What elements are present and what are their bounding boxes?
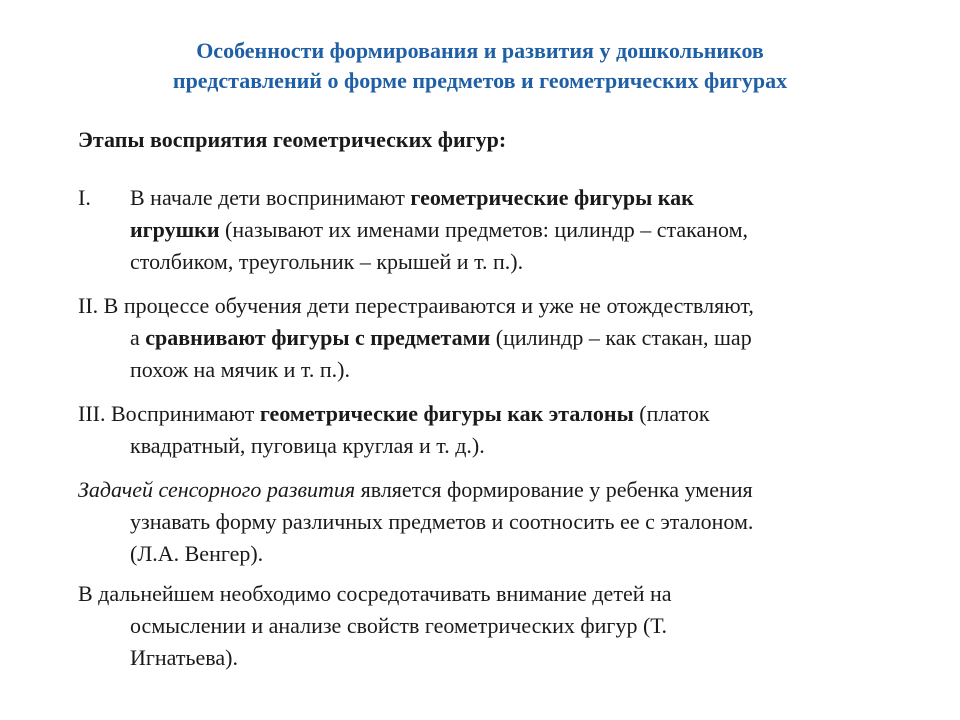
stage-1-emphasis: геометрические фигуры как [410, 185, 694, 210]
further-paragraph [78, 578, 908, 674]
slide-title [80, 36, 880, 96]
stage-1-line-3: столбиком, треугольник – крышей и т. п.). [130, 249, 524, 274]
further-line-2: осмыслении и анализе свойств геометрических фигур (Т. [130, 613, 668, 638]
section-heading: Этапы восприятия геометрических фигур: [78, 127, 507, 152]
task-line-2: узнавать форму различных предметов и соотносить ее с эталоном. [130, 509, 754, 534]
stage-2-text: а [130, 325, 146, 350]
stage-1-text: В начале дети воспринимают [130, 185, 411, 210]
stage-3 [78, 398, 908, 462]
title-line-1: Особенности формирования и развития у дошкольников [196, 38, 764, 63]
task-line-3: (Л.А. Венгер). [130, 541, 264, 566]
stage-2-text-2: (цилиндр – как стакан, шар [490, 325, 752, 350]
stage-3-text: III. Воспринимают [78, 401, 260, 426]
task-italic: Задачей сенсорного развития [78, 477, 356, 502]
stage-1-marker: I. [78, 185, 91, 210]
stage-1-line-2 [78, 214, 908, 246]
stage-1 [78, 182, 908, 278]
title-line-2: представлений о форме предметов и геометрических фигурах [172, 68, 788, 93]
slide-content [78, 182, 908, 682]
further-line-1: В дальнейшем необходимо сосредотачивать внимание детей на [78, 581, 672, 606]
stage-1-text-2: (называют их именами предметов: цилиндр – стаканом, [219, 217, 748, 242]
task-paragraph [78, 474, 908, 570]
stage-2 [78, 290, 908, 386]
task-text: является формирование у ребенка умения [355, 477, 753, 502]
stage-3-text-2: (платок [633, 401, 710, 426]
stage-1-emphasis-2: игрушки [130, 217, 220, 242]
stage-2-emphasis: сравнивают фигуры с предметами [145, 325, 491, 350]
stage-3-line-2: квадратный, пуговица круглая и т. д.). [130, 433, 485, 458]
stage-2-line-1: II. В процессе обучения дети перестраиваются и уже не отождествляют, [78, 293, 754, 318]
stage-1-line-1 [78, 182, 908, 214]
stage-2-line-3: похож на мячик и т. п.). [130, 357, 350, 382]
stage-3-line-1 [78, 398, 908, 430]
task-line-1 [78, 474, 908, 506]
stage-3-emphasis: геометрические фигуры как эталоны [259, 401, 634, 426]
stage-2-line-2 [78, 322, 908, 354]
further-line-3: Игнатьева). [130, 645, 238, 670]
